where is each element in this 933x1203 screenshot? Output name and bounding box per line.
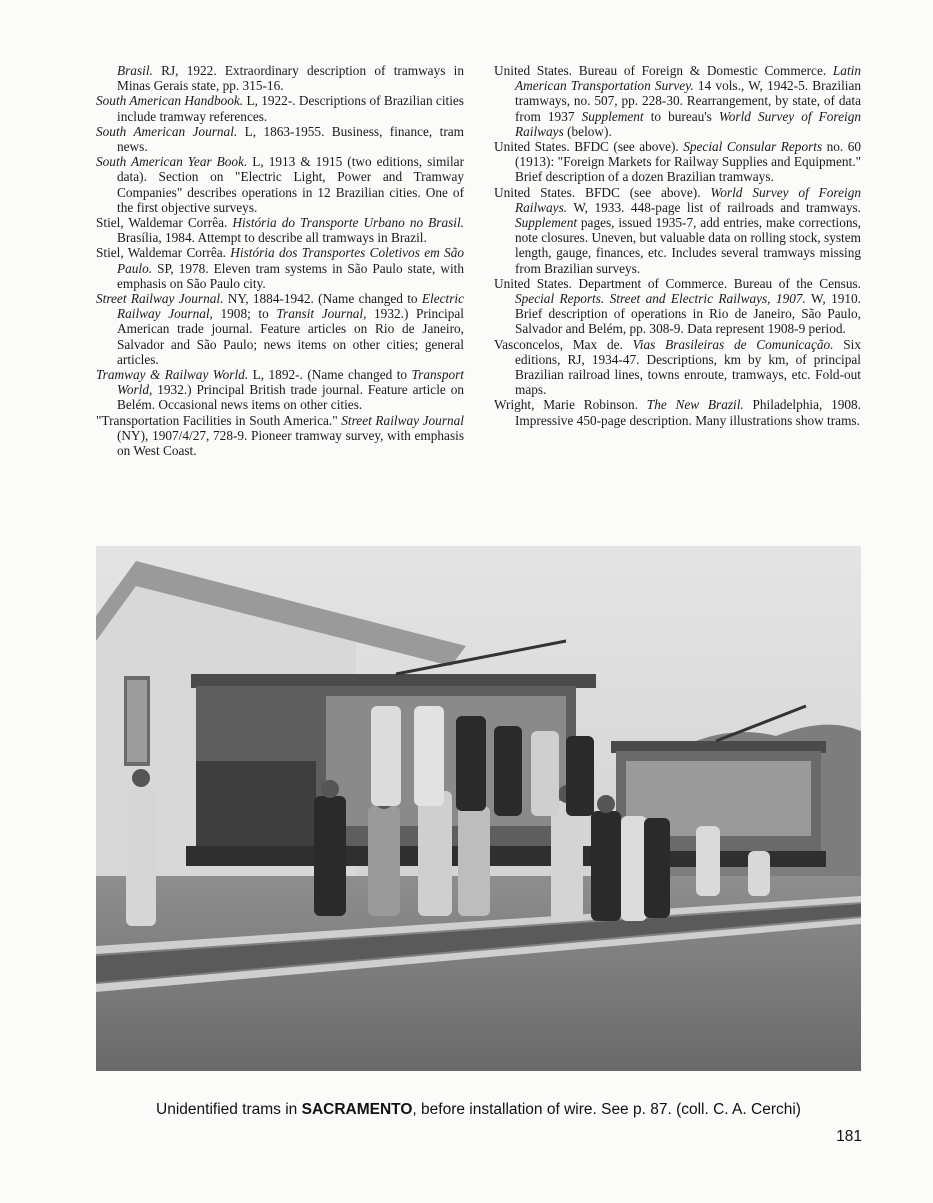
bibliography-entry	[96, 63, 464, 93]
bibliography-entry	[96, 154, 464, 215]
entry-text: W, 1933. 448-page list of railroads and tramways.	[567, 199, 861, 215]
entry-title: South American Handbook.	[96, 93, 244, 109]
bibliography-entry	[494, 139, 861, 185]
entry-text: to bureau's	[643, 108, 719, 124]
caption-text-before: Unidentified trams in	[156, 1101, 302, 1118]
entry-title: Transport World,	[117, 367, 464, 398]
entry-text: Brasília, 1984. Attempt to describe all tramways in Brazil.	[117, 230, 427, 246]
entry-text: SP, 1978. Eleven tram systems in São Paulo state, with emphasis on São Paulo city.	[117, 260, 464, 291]
bibliography-entry	[96, 367, 464, 413]
left-column	[96, 63, 464, 458]
right-column	[494, 63, 861, 428]
entry-title: História do Transporte Urbano no Brasil.	[232, 215, 464, 231]
bibliography-entry	[96, 413, 464, 459]
tram-photograph	[96, 546, 861, 1071]
entry-text: United States. BFDC (see above).	[494, 139, 684, 155]
bibliography-entry	[96, 124, 464, 154]
entry-title: South American Journal.	[96, 123, 238, 139]
entry-title: Supplement	[581, 108, 644, 124]
entry-title: World Survey of Foreign Railways	[515, 108, 862, 139]
entry-title: Supplement	[515, 215, 578, 231]
entry-text: W, 1910. Brief description of operations in Rio de Janeiro, São Paulo, Salvador and Belém, pp. 308-9. Data represent 1908-9 period.	[515, 291, 861, 337]
entry-text: L, 1863-1955. Business, finance, tram news.	[117, 123, 464, 155]
bibliography-entry	[494, 63, 861, 139]
entry-text: Stiel, Waldemar Corrêa.	[96, 245, 231, 261]
entry-text: Stiel, Waldemar Corrêa.	[96, 215, 233, 231]
bibliography-entry	[494, 185, 861, 276]
entry-text: Six editions, RJ, 1934-47. Descriptions, km by km, of principal Brazilian railroad lines, towns enroute, tramways, etc. Fold-out maps.	[515, 336, 861, 398]
photo-caption	[96, 1101, 861, 1119]
entry-text: "Transportation Facilities in South America."	[96, 412, 342, 428]
bibliography-entry	[494, 337, 861, 398]
entry-text: L, 1892-. (Name changed to	[248, 367, 412, 383]
entry-text: (below).	[563, 123, 612, 139]
entry-text: 1932.) Principal American trade journal. Feature articles on Rio de Janeiro, Salvador and São Paulo; news items on other cities; general articles.	[117, 306, 464, 367]
bibliography-entry	[96, 291, 464, 367]
entry-text: L, 1922-. Descriptions of Brazilian cities include tramway references.	[117, 93, 464, 124]
caption-city: SACRAMENTO	[301, 1101, 413, 1118]
entry-text: Vasconcelos, Max de.	[494, 336, 633, 352]
entry-title: The New Brazil.	[646, 397, 744, 413]
entry-title: South American Year Book.	[96, 154, 248, 170]
entry-text: 14 vols., W, 1942-5. Brazilian tramways, no. 507, pp. 228-30. Rearrangement, by state, of data from 1937	[515, 78, 862, 124]
entry-title: Electric Railway Journal,	[117, 291, 464, 322]
entry-text: 1908; to	[212, 306, 277, 322]
entry-title: Vias Brasileiras de Comunicação.	[632, 336, 834, 352]
entry-text: United States. Department of Commerce. Bureau of the Census.	[494, 275, 861, 291]
entry-text: 1932.) Principal British trade journal. Feature article on Belém. Occasional news items on other cities.	[117, 382, 464, 413]
bibliography-entry	[494, 397, 861, 427]
entry-title: Transit Journal,	[276, 306, 367, 322]
entry-text: pages, issued 1935-7, add entries, make corrections, note closures. Uneven, but valuable data on rolling stock, system length, gauge, finances, etc. Includes several tramways missing from Brazilian surveys.	[515, 215, 861, 276]
entry-title: Latin American Transportation Survey.	[515, 63, 861, 94]
entry-text: NY, 1884-1942. (Name changed to	[223, 291, 422, 307]
caption-text-after: , before installation of wire. See p. 87. (coll. C. A. Cerchi)	[412, 1101, 801, 1118]
entry-text: Philadelphia, 1908. Impressive 450-page description. Many illustrations show trams.	[515, 397, 861, 428]
entry-title: Street Railway Journal	[341, 412, 464, 428]
bibliography-entry	[96, 93, 464, 123]
entry-title: Tramway & Railway World.	[96, 367, 249, 383]
bibliography-entry	[96, 215, 464, 245]
entry-text: United States. Bureau of Foreign & Domestic Commerce.	[494, 63, 833, 78]
entry-title: Brasil.	[117, 63, 153, 78]
entry-title: História dos Transportes Coletivos em São Paulo.	[117, 245, 464, 276]
bibliography-entry	[96, 245, 464, 291]
entry-text: United States. BFDC (see above).	[494, 184, 711, 200]
entry-text: no. 60 (1913): "Foreign Markets for Railway Supplies and Equipment." Brief description of a dozen Brazilian tramways.	[515, 139, 861, 185]
entry-text: L, 1913 & 1915 (two editions, similar data). Section on "Electric Light, Power and Tramway Companies" describes operations in 12 Brazilian cities. One of the first objective surveys.	[117, 154, 465, 215]
entry-title: Special Consular Reports	[683, 139, 823, 155]
entry-title: Street Railway Journal.	[96, 291, 224, 307]
entry-title: Special Reports. Street and Electric Railways, 1907.	[515, 291, 806, 307]
bibliography-entry	[494, 276, 861, 337]
entry-text: RJ, 1922. Extraordinary description of tramways in Minas Gerais state, pp. 315-16.	[117, 63, 464, 94]
entry-text: Wright, Marie Robinson.	[494, 397, 647, 413]
page-number: 181	[836, 1128, 862, 1145]
entry-text: (NY), 1907/4/27, 728-9. Pioneer tramway survey, with emphasis on West Coast.	[117, 427, 464, 459]
entry-title: World Survey of Foreign Railways.	[515, 184, 862, 215]
